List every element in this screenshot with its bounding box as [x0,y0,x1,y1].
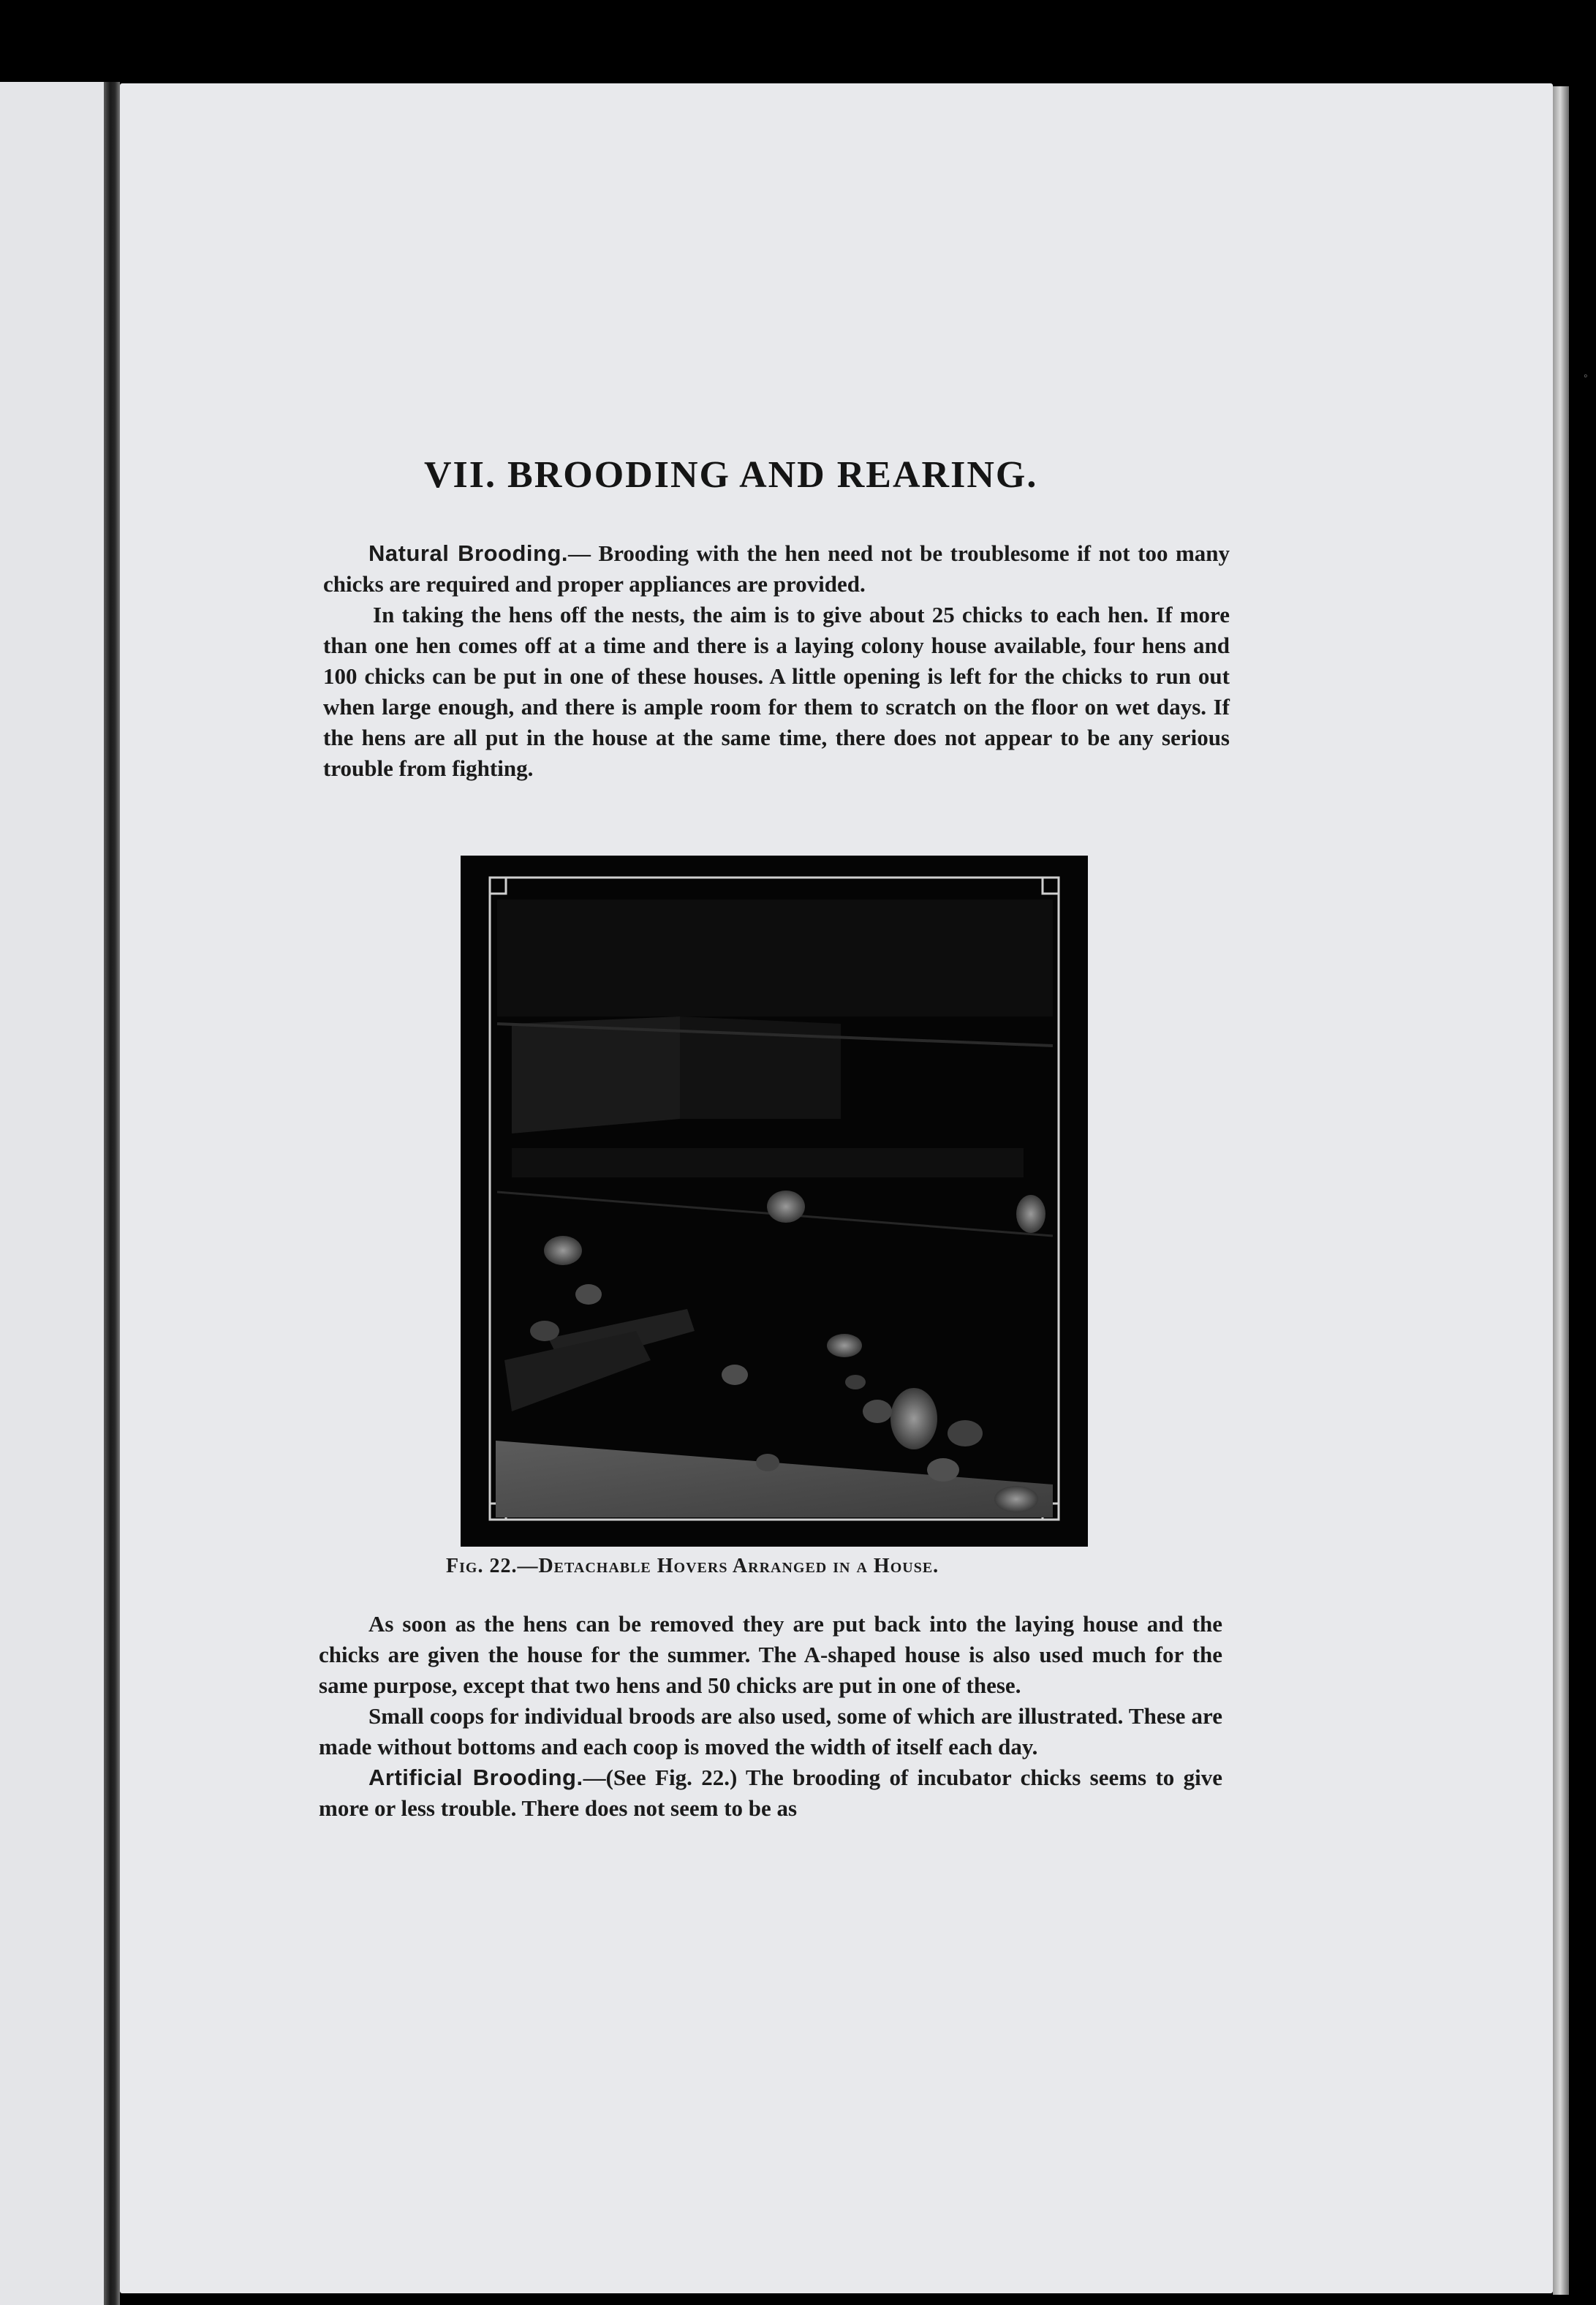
paragraph-text: —(See Fig. 22.) The brooding of incubator chicks seems to give more or less trouble. There does not seem to be as [319,1765,1223,1821]
text-block-bottom [319,1609,1222,1824]
paragraph-hens-removed: As soon as the hens can be removed they are put back into the laying house and the chicks are given the house for the summer. The A-shaped house is also used much for the same purpose, except that two hens and 50 chicks are put in one of these. [319,1611,1222,1698]
brooder-photograph [461,856,1088,1547]
text-block-top [323,538,1230,784]
run-in-heading: Natural Brooding. [368,540,569,566]
book-gutter [104,82,120,2305]
figure-label: Fig. 22. [446,1555,518,1577]
facing-page-edge [0,82,110,2305]
paragraph-text: — Brooding with the hen need not be troublesome if not too many chicks are required and proper appliances are provided. [323,540,1230,597]
figure-photo [461,856,1088,1547]
run-in-heading: Artificial Brooding. [368,1765,583,1790]
page-fore-edge [1553,86,1569,2295]
paragraph-artificial-brooding [319,1762,1222,1824]
scan-mark: ◦ [1584,370,1588,382]
paragraph-natural-brooding [323,538,1230,600]
paragraph-small-coops: Small coops for individual broods are also used, some of which are illustrated. These are made without bottoms and each coop is moved the width of itself each day. [319,1703,1222,1759]
figure-caption [446,1555,1148,1578]
paragraph-taking-hens: In taking the hens off the nests, the aim is to give about 25 chicks to each hen. If more than one hen comes off at a time and there is a laying colony house available, four hens and 100 chicks can be put in one of these houses. A little opening is left for the chicks to run out when large enough, and there is ample room for them to scratch on the floor on wet days. If the hens are all put in the house at the same time, there does not appear to be any serious trouble from fighting. [323,602,1230,781]
chapter-heading: VII. BROODING AND REARING. [424,454,1038,496]
figure-caption-text: —Detachable Hovers Arranged in a House. [517,1555,939,1577]
